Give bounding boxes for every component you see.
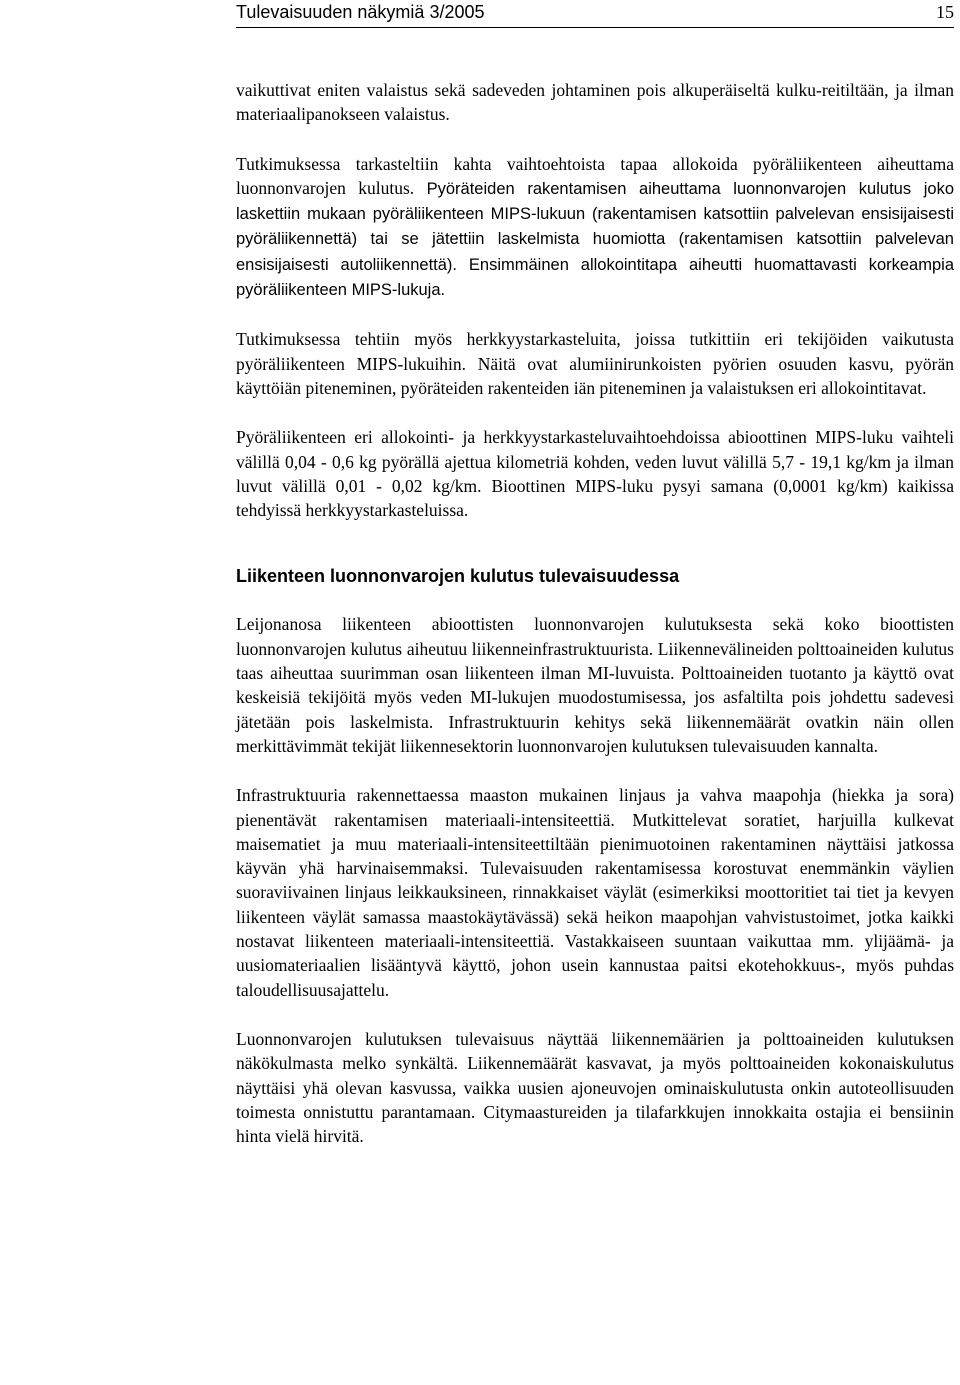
paragraph: vaikuttivat eniten valaistus sekä sadeveden johtaminen pois alkuperäiseltä kulku-reitiltään, ja ilman materiaalipanokseen valaistus. [236, 80, 954, 125]
page-number: 15 [936, 2, 954, 22]
page-header [236, 0, 954, 28]
section-heading: Liikenteen luonnonvarojen kulutus tulevaisuudessa [236, 566, 680, 587]
paragraph [236, 152, 954, 303]
paragraph: Tutkimuksessa tehtiin myös herkkyystarkasteluita, joissa tutkittiin eri tekijöiden vaikutusta pyöräliikenteen MIPS-lukuihin. Näitä ovat alumiinirunkoisten pyörien osuuden kasvu, pyörän käyttöiän piteneminen, pyöräteiden rakenteiden iän piteneminen ja valaistuksen eri allokointitavat. [236, 329, 954, 398]
paragraph-continuation: Pyöräteiden rakentamisen aiheuttama luonnonvarojen kulutus joko laskettiin mukaan pyöräliikenteen MIPS-lukuun (rakentamisen katsottiin palvelevan ensisijaisesti pyöräliikennettä) tai se jätettiin laskelmista huomiotta (rakentamisen katsottiin palvelevan ensisijaisesti autoliikennettä). Ensimmäinen allokointitapa aiheutti huomattavasti korkeampia pyöräliikenteen MIPS-lukuja. [236, 179, 954, 300]
paragraph: Pyöräliikenteen eri allokointi- ja herkkyystarkasteluvaihtoehdoissa abioottinen MIPS-luku vaihteli välillä 0,04 - 0,6 kg pyörällä ajettua kilometriä kohden, veden luvut välillä 5,7 - 19,1 kg/km ja ilman luvut välillä 0,01 - 0,02 kg/km. Bioottinen MIPS-luku pysyi samana (0,0001 kg/km) kaikissa tehdyissä herkkyystarkasteluissa. [236, 427, 954, 521]
body-text [236, 78, 954, 1173]
paragraph: Infrastruktuuria rakennettaessa maaston mukainen linjaus ja vahva maapohja (hiekka ja sora) pienentävät rakentamisen materiaali-intensiteettiä. Mutkittelevat soratiet, harjuilla kulkevat maisematiet ja muu materiaali-intensiteettiltään pienimuotoinen rakentaminen näyttäisi jatkossa käyvän yhä harvinaisemmaksi. Tulevaisuuden rakentamisessa korostuvat enemmänkin väylien suoraviivainen linjaus leikkauksineen, rinnakkaiset väylät (esimerkiksi moottoritiet tai tiet ja kevyen liikenteen väylät samassa maastokäytävässä) sekä heikon maapohjan vahvistustoimet, jotka kaikki nostavat liikenteen materiaali-intensiteettiä. Vastakkaiseen suuntaan vaikuttaa mm. ylijäämä- ja uusiomateriaalien lisääntyvä käyttö, johon usein kannustaa paitsi ekotehokkuus-, myös puhdas taloudellisuusajattelu. [236, 785, 954, 1000]
paragraph: Leijonanosa liikenteen abioottisten luonnonvarojen kulutuksesta sekä koko bioottisten luonnonvarojen kulutus aiheutuu liikenneinfrastruktuurista. Liikennevälineiden polttoaineiden kulutus taas aiheuttaa suurimman osan liikenteen ilman MI-luvuista. Polttoaineiden tuotanto ja käyttö ovat keskeisiä tekijöitä myös veden MI-lukujen muodostumisessa, jos asfaltilta pois johdettu sadevesi jätetään pois laskelmista. Infrastruktuurin kehitys sekä liikennemäärät ovatkin näin ollen merkittävimmät tekijät liikennesektorin luonnonvarojen kulutuksen tulevaisuuden kannalta. [236, 614, 954, 756]
running-title: Tulevaisuuden näkymiä 3/2005 [236, 2, 485, 22]
paragraph: Luonnonvarojen kulutuksen tulevaisuus näyttää liikennemäärien ja polttoaineiden kulutuksen näkökulmasta melko synkältä. Liikennemäärät kasvavat, ja myös polttoaineiden kokonaiskulutus näyttäisi yhä olevan kasvussa, vaikka uusien ajoneuvojen ominaiskulutusta onkin autoteollisuuden toimesta onnistuttu parantamaan. Citymaastureiden ja tilafarkkujen innokkaita ostajia ei bensiinin hinta vielä hirvitä. [236, 1028, 954, 1147]
paragraph-lead: Tutkimuksessa tarkasteltiin kahta vaihtoehtoista tapaa allokoida pyöräliikenteen aiheuttama luonnonvarojen kulutus. [236, 153, 954, 198]
